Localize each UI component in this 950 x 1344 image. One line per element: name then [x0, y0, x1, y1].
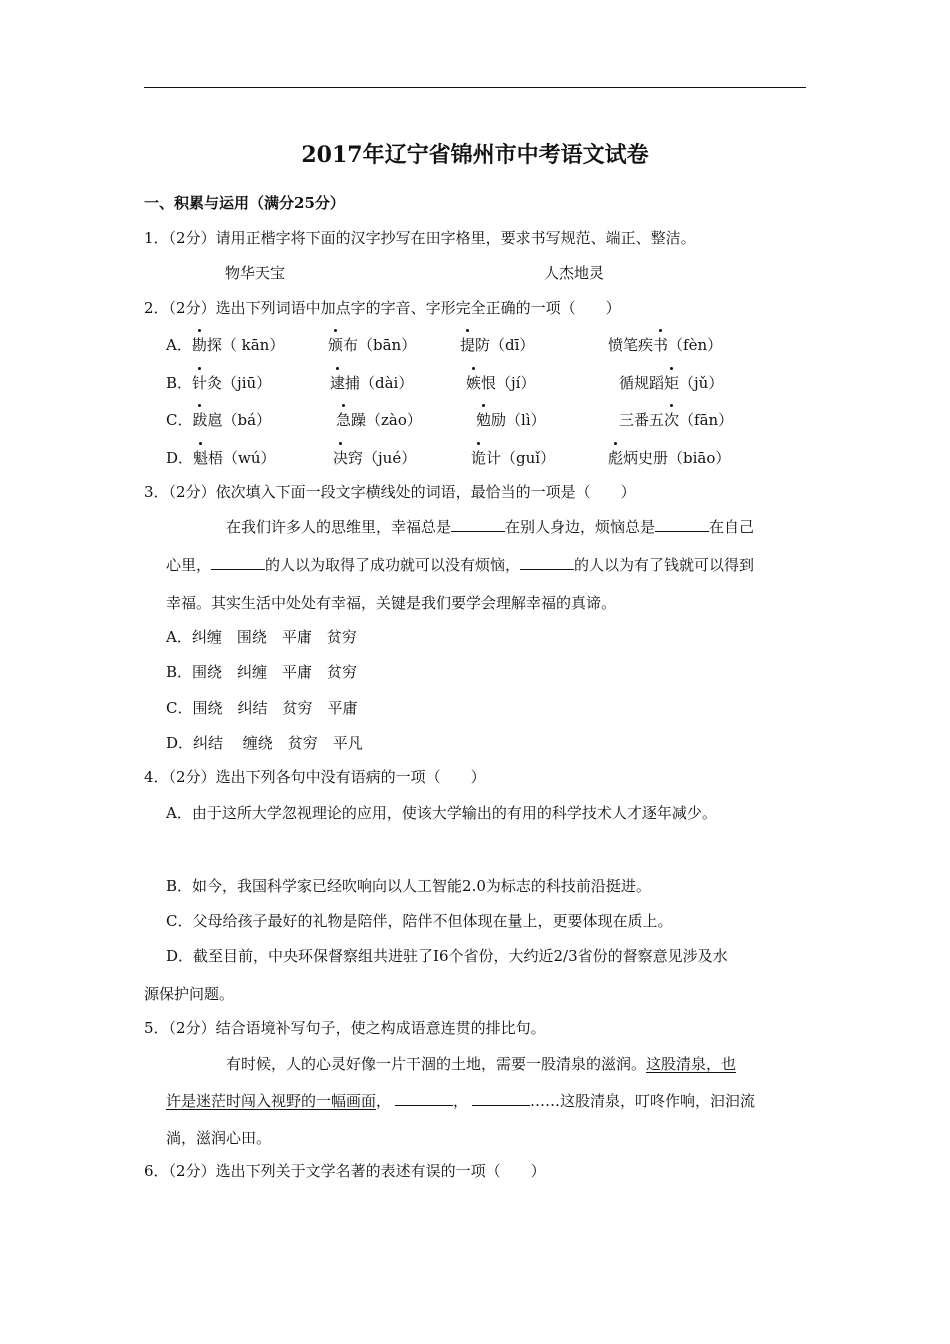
- q2-option-b-word-3: [466, 373, 535, 393]
- fill-blank: [520, 555, 574, 570]
- passage-text: 在我们许多人的思维里，幸福总是: [226, 518, 452, 536]
- q2-option-a-word-4: [608, 335, 722, 355]
- dotted-char: 书: [653, 336, 669, 354]
- q2-option-a-word-2: [328, 335, 416, 355]
- q3-option-a: A．纠缠 围绕 平庸 贫穷: [166, 628, 357, 646]
- page-title: 2017年辽宁省锦州市中考语文试卷: [301, 142, 649, 168]
- underlined-text: 许是迷茫时闯入视野的一幅画面: [166, 1092, 377, 1110]
- pinyin-text: 炳史册（biāo）: [623, 449, 731, 467]
- pinyin-text: 防（dī）: [475, 336, 535, 354]
- q2-option-d: [166, 448, 276, 468]
- passage-text: 在自己: [709, 518, 755, 536]
- pinyin-text: 计（guǐ）: [486, 449, 556, 467]
- dotted-char: 彪: [608, 449, 624, 467]
- word-text: 循规蹈: [619, 374, 665, 392]
- q2-stem: 2．（2分）选出下列词语中加点字的字音、字形完全正确的一项（ ）: [144, 299, 621, 317]
- dotted-char: 次: [664, 411, 680, 429]
- passage-text: 心里，: [166, 556, 212, 574]
- dotted-char: 魁: [193, 449, 209, 467]
- q2-option-d-word-4: [608, 448, 730, 468]
- q5-stem: 5．（2分）结合语境补写句子，使之构成语意连贯的排比句。: [144, 1019, 546, 1037]
- header-rule: [144, 87, 806, 88]
- dotted-char: 提: [460, 336, 476, 354]
- dotted-char: 针: [192, 374, 208, 392]
- q3-passage-line-3: 幸福。其实生活中处处有幸福，关键是我们要学会理解幸福的真谛。: [166, 594, 617, 612]
- q4-option-b: B．如今，我国科学家已经吹响向以人工智能2.0为标志的科技前沿挺进。: [166, 877, 651, 895]
- q5-passage-line-1: [226, 1054, 736, 1074]
- fill-blank: [451, 517, 505, 532]
- dotted-char: 勉: [476, 411, 492, 429]
- q4-option-a: A．由于这所大学忽视理论的应用，使该大学输出的有用的科学技术人才逐年减少。: [166, 804, 717, 822]
- q1-phrase-1: 物华天宝: [225, 264, 286, 282]
- option-label: B．: [166, 374, 193, 392]
- q2-option-c-word-4: [619, 410, 733, 430]
- q6-stem: 6．（2分）选出下列关于文学名著的表述有误的一项（ ）: [144, 1162, 546, 1180]
- q1-stem: 1．（2分）请用正楷字将下面的汉字抄写在田字格里，要求书写规范、端正、整洁。: [144, 229, 696, 247]
- pinyin-text: （fèn）: [668, 336, 723, 354]
- q1-phrase-2: 人杰地灵: [544, 264, 605, 282]
- fill-blank: [655, 517, 709, 532]
- pinyin-text: 窍（jué）: [348, 449, 417, 467]
- pinyin-text: 躁（zào）: [351, 411, 422, 429]
- q4-stem: 4．（2分）选出下列各句中没有语病的一项（ ）: [144, 768, 486, 786]
- q4-option-d: D．截至目前，中央环保督察组共进驻了I6个省份，大约近2/3省份的督察意见涉及水: [166, 947, 728, 965]
- q5-passage-line-2: [166, 1091, 755, 1111]
- pinyin-text: 恨（jí）: [481, 374, 536, 392]
- q2-option-b: [166, 373, 271, 393]
- passage-text: 在别人身边，烦恼总是: [505, 518, 656, 536]
- fill-blank: [395, 1091, 453, 1106]
- q2-option-a-word-3: [460, 335, 534, 355]
- q2-option-b-word-4: [619, 373, 723, 393]
- dotted-char: 矩: [664, 374, 680, 392]
- q5-passage-line-3: 淌，滋润心田。: [166, 1129, 272, 1147]
- pinyin-text: 扈（bá）: [207, 411, 272, 429]
- pinyin-text: 励（lì）: [491, 411, 546, 429]
- q4-option-d-cont: 源保护问题。: [144, 985, 235, 1003]
- fill-blank: [211, 555, 265, 570]
- pinyin-text: （jǔ）: [679, 374, 724, 392]
- underlined-text: 这股清泉，也: [646, 1055, 737, 1073]
- passage-text: 有时候，人的心灵好像一片干涸的土地，需要一股清泉的滋润。: [226, 1055, 647, 1073]
- dotted-char: 逮: [330, 374, 346, 392]
- option-label: A．: [166, 336, 192, 354]
- dotted-char: 跋: [192, 411, 208, 429]
- option-label: D．: [166, 449, 194, 467]
- dotted-char: 勘: [191, 336, 207, 354]
- q4-option-c: C．父母给孩子最好的礼物是陪伴，陪伴不但体现在量上，更要体现在质上。: [166, 912, 673, 930]
- q3-option-d: D．纠结 缠绕 贫穷 平凡: [166, 734, 363, 752]
- q2-option-c: [166, 410, 271, 430]
- dotted-char: 嫉: [466, 374, 482, 392]
- dotted-char: 颁: [328, 336, 344, 354]
- q2-option-a: [166, 335, 284, 355]
- q3-stem: 3．（2分）依次填入下面一段文字横线处的词语，最恰当的一项是（ ）: [144, 483, 636, 501]
- q2-option-c-word-2: [336, 410, 422, 430]
- pinyin-text: 灸（jiū）: [207, 374, 272, 392]
- q2-option-b-word-2: [330, 373, 413, 393]
- q3-option-b: B．围绕 纠缠 平庸 贫穷: [166, 663, 358, 681]
- q2-option-d-word-3: [471, 448, 555, 468]
- passage-text: 的人以为取得了成功就可以没有烦恼，: [265, 556, 521, 574]
- q3-passage-line-2: [166, 555, 754, 575]
- word-text: 三番五: [619, 411, 665, 429]
- pinyin-text: （fān）: [679, 411, 734, 429]
- dotted-char: 决: [333, 449, 349, 467]
- pinyin-text: 捕（dài）: [345, 374, 414, 392]
- pinyin-text: 探（ kān）: [206, 336, 285, 354]
- dotted-char: 诡: [471, 449, 487, 467]
- passage-text: 的人以为有了钱就可以得到: [574, 556, 755, 574]
- q3-option-c: C．围绕 纠结 贫穷 平庸: [166, 699, 358, 717]
- pinyin-text: 梧（wú）: [208, 449, 276, 467]
- q2-option-c-word-3: [476, 410, 546, 430]
- section-heading: 一、积累与运用（满分25分）: [144, 194, 345, 212]
- q3-passage-line-1: [226, 517, 754, 537]
- passage-text: ，: [453, 1092, 469, 1110]
- option-label: C．: [166, 411, 193, 429]
- q2-option-d-word-2: [333, 448, 416, 468]
- dotted-char: 急: [336, 411, 352, 429]
- passage-text: ……这股清泉，叮咚作响，汩汩流: [530, 1092, 756, 1110]
- word-text: 愤笔疾: [608, 336, 654, 354]
- passage-text: ，: [376, 1092, 392, 1110]
- fill-blank: [472, 1091, 530, 1106]
- pinyin-text: 布（bān）: [343, 336, 417, 354]
